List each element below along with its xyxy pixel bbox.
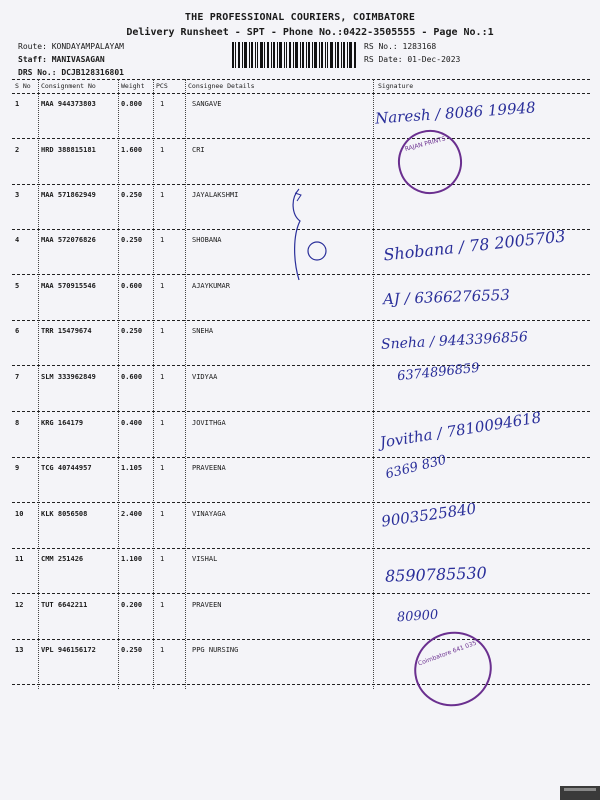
row-weight: 0.600 xyxy=(121,282,143,290)
row-weight: 0.250 xyxy=(121,646,143,654)
row-pcs: 1 xyxy=(160,510,165,518)
row-divider xyxy=(12,457,590,458)
row-pcs: 1 xyxy=(160,327,165,335)
row-divider xyxy=(12,365,590,366)
row-consignee: CRI xyxy=(192,146,205,154)
table-header-rule xyxy=(12,93,590,94)
row-consignment-no: MAA 571862949 xyxy=(41,191,96,199)
runsheet-subtitle: Delivery Runsheet - SPT - Phone No.:0422-3505555 - Page No.:1 xyxy=(126,27,494,38)
handwritten-bracket-mark xyxy=(285,185,335,285)
stamp-top-text: RAJAN PRINTS xyxy=(404,135,447,153)
row-consignee: PRAVEENA xyxy=(192,464,226,472)
table-top-rule xyxy=(12,79,590,80)
table-row xyxy=(0,499,600,556)
header-left xyxy=(18,40,124,79)
row-weight: 1.105 xyxy=(121,464,143,472)
row-weight: 1.600 xyxy=(121,146,143,154)
table-row xyxy=(0,327,600,373)
header-right xyxy=(364,40,460,66)
row-consignment-no: CMM 251426 xyxy=(41,555,84,563)
row-sno: 12 xyxy=(15,601,24,609)
row-sno: 4 xyxy=(15,236,20,244)
row-pcs: 1 xyxy=(160,100,165,108)
row-consignee: PPG NURSING xyxy=(192,646,239,654)
row-sno: 3 xyxy=(15,191,20,199)
rs-date-label: RS Date: 01-Dec-2023 xyxy=(364,55,461,64)
row-consignment-no: MAA 572076826 xyxy=(41,236,96,244)
handwritten-signature: Shobana / 78 2005703 xyxy=(382,226,567,265)
row-consignment-no: MAA 570915546 xyxy=(41,282,96,290)
handwritten-signature: 9003525840 xyxy=(380,499,478,531)
handwritten-signature: AJ / 6366276553 xyxy=(382,285,511,309)
row-divider xyxy=(12,502,590,503)
table-row xyxy=(0,555,600,601)
col-header-pcs: PCS xyxy=(156,82,168,90)
handwritten-signature: 80900 xyxy=(396,607,439,626)
row-sno: 8 xyxy=(15,419,20,427)
col-header-consignment: Consignment No xyxy=(41,82,96,90)
row-sno: 6 xyxy=(15,327,20,335)
row-weight: 0.200 xyxy=(121,601,143,609)
row-weight: 1.100 xyxy=(121,555,143,563)
table-row xyxy=(0,646,600,692)
row-sno: 2 xyxy=(15,146,20,154)
row-consignee: SHOBANA xyxy=(192,236,222,244)
row-consignee: VIDYAA xyxy=(192,373,218,381)
table-row xyxy=(0,100,600,146)
row-divider xyxy=(12,548,590,549)
row-consignment-no: VPL 946156172 xyxy=(41,646,96,654)
row-weight: 0.250 xyxy=(121,327,143,335)
row-divider xyxy=(12,320,590,321)
row-consignee: PRAVEEN xyxy=(192,601,222,609)
handwritten-signature: 8590785530 xyxy=(384,563,488,586)
row-weight: 2.400 xyxy=(121,510,143,518)
row-weight: 0.800 xyxy=(121,100,143,108)
row-consignee: JOVITHGA xyxy=(192,419,226,427)
row-pcs: 1 xyxy=(160,236,165,244)
row-sno: 13 xyxy=(15,646,24,654)
route-label: Route: KONDAYAMPALAYAM xyxy=(18,42,124,51)
row-pcs: 1 xyxy=(160,464,165,472)
row-consignment-no: KLK 8056508 xyxy=(41,510,88,518)
barcode xyxy=(232,42,356,68)
row-consignment-no: TUT 6642211 xyxy=(41,601,88,609)
row-pcs: 1 xyxy=(160,419,165,427)
row-consignment-no: TRR 15479674 xyxy=(41,327,92,335)
row-consignment-no: MAA 944373803 xyxy=(41,100,96,108)
row-sno: 9 xyxy=(15,464,20,472)
col-header-consignee: Consignee Details xyxy=(188,82,255,90)
table-row xyxy=(0,452,600,510)
row-sno: 5 xyxy=(15,282,20,290)
row-consignee: SANGAVE xyxy=(192,100,222,108)
table-row xyxy=(0,601,600,647)
row-sno: 7 xyxy=(15,373,20,381)
table-row xyxy=(0,282,600,328)
staff-label: Staff: MANIVASAGAN xyxy=(18,55,105,64)
row-pcs: 1 xyxy=(160,146,165,154)
row-weight: 0.250 xyxy=(121,236,143,244)
row-consignment-no: KRG 164179 xyxy=(41,419,84,427)
row-divider xyxy=(12,684,590,685)
row-consignment-no: SLM 333962849 xyxy=(41,373,96,381)
row-pcs: 1 xyxy=(160,373,165,381)
row-consignee: VINAYAGA xyxy=(192,510,226,518)
row-divider xyxy=(12,138,590,139)
row-pcs: 1 xyxy=(160,646,165,654)
row-pcs: 1 xyxy=(160,282,165,290)
handwritten-signature: Jovitha / 7810094618 xyxy=(378,408,543,452)
row-divider xyxy=(12,639,590,640)
handwritten-signature: Naresh / 8086 19948 xyxy=(374,98,537,128)
row-consignment-no: TCG 40744957 xyxy=(41,464,92,472)
col-header-sno: S No xyxy=(15,82,31,90)
handwritten-signature: Sneha / 9443396856 xyxy=(380,329,529,353)
company-title: THE PROFESSIONAL COURIERS, COIMBATORE xyxy=(184,12,416,23)
table-row xyxy=(0,408,600,465)
row-sno: 1 xyxy=(15,100,20,108)
drs-label: DRS No.: DCJB128316801 xyxy=(18,68,124,77)
col-header-weight: Weight xyxy=(121,82,145,90)
row-sno: 11 xyxy=(15,555,24,563)
handwritten-signature: 6369 830 xyxy=(384,452,448,483)
rs-no-label: RS No.: 1283168 xyxy=(364,42,437,51)
row-divider xyxy=(12,593,590,594)
row-weight: 0.400 xyxy=(121,419,143,427)
row-divider xyxy=(12,411,590,412)
row-weight: 0.600 xyxy=(121,373,143,381)
handwritten-signature: 6374896859 xyxy=(396,360,481,385)
row-consignee: AJAYKUMAR xyxy=(192,282,230,290)
row-consignee: SNEHA xyxy=(192,327,214,335)
row-pcs: 1 xyxy=(160,191,165,199)
stamp-bottom-text: Coimbatore 641 035 xyxy=(417,639,478,668)
row-weight: 0.250 xyxy=(121,191,143,199)
row-consignee: JAYALAKSHMI xyxy=(192,191,239,199)
row-pcs: 1 xyxy=(160,601,165,609)
row-consignee: VISHAL xyxy=(192,555,218,563)
row-pcs: 1 xyxy=(160,555,165,563)
row-sno: 10 xyxy=(15,510,24,518)
page-corner-binding xyxy=(560,786,600,800)
row-consignment-no: HRD 388815181 xyxy=(41,146,96,154)
col-header-signature: Signature xyxy=(378,82,414,90)
